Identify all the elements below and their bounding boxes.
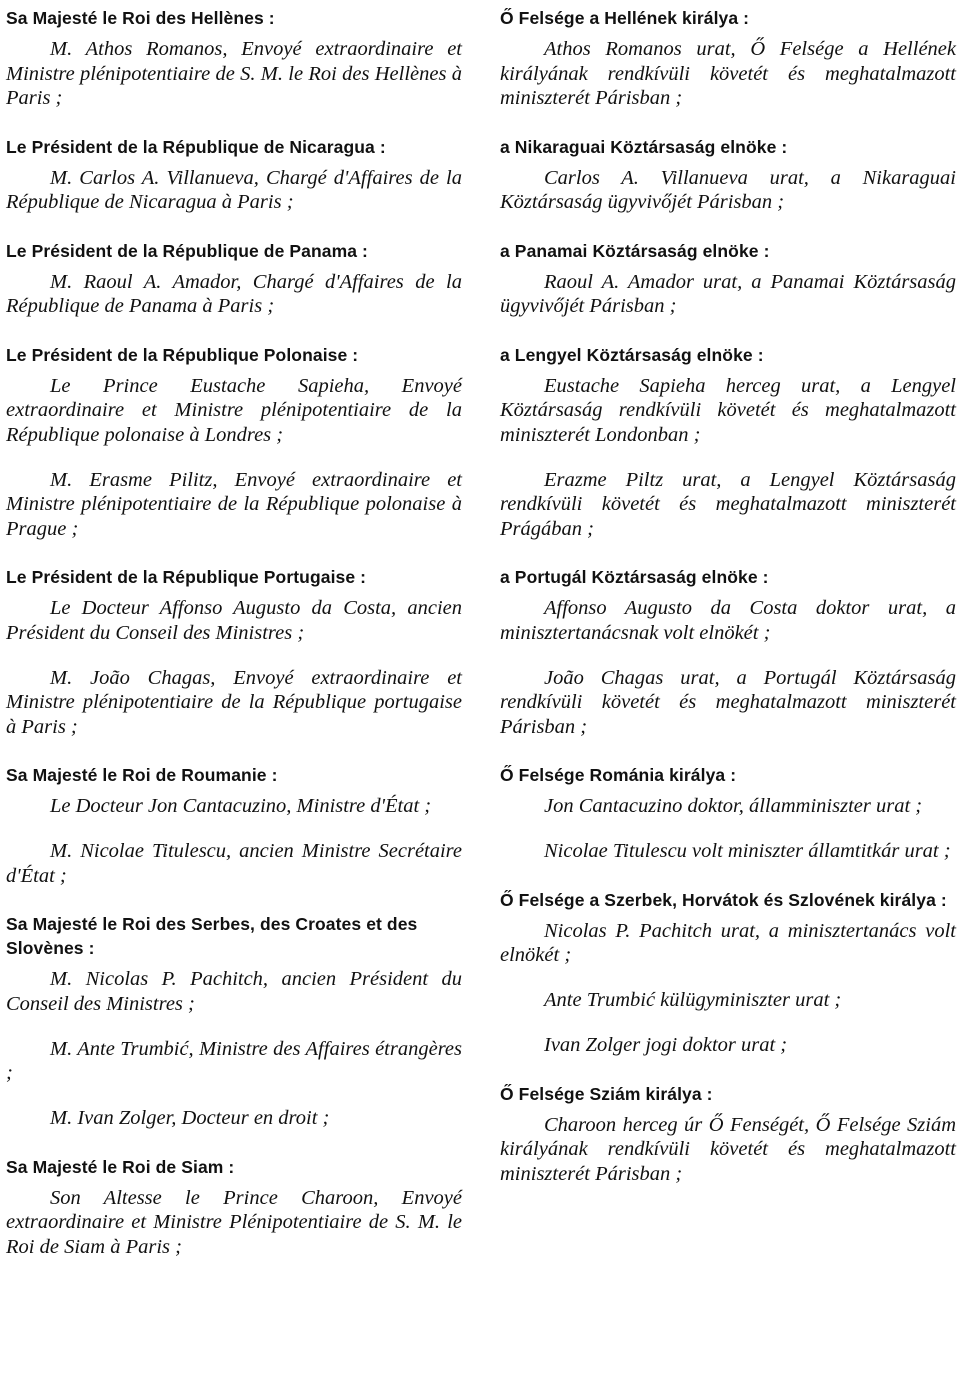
delegate-entry: Le Docteur Jon Cantacuzino, Ministre d'État ; bbox=[50, 795, 432, 817]
section-nicaragua-hu bbox=[500, 135, 956, 215]
section-heading: Ő Felsége Románia királya : bbox=[500, 765, 737, 785]
delegate-entry: Charoon herceg úr Ő Fenségét, Ő Felsége Sziám királyának rendkívüli követét és meghatalmazott miniszterét Párisban ; bbox=[500, 1113, 956, 1185]
section-heading: Sa Majesté le Roi des Hellènes : bbox=[6, 8, 275, 28]
section-heading: Le Président de la République Polonaise : bbox=[6, 344, 359, 365]
section-heading: Le Président de la République de Panama : bbox=[6, 240, 368, 261]
delegate-entry: Nicolas P. Pachitch urat, a minisztertanács volt elnökét ; bbox=[500, 919, 956, 966]
french-column bbox=[6, 6, 462, 1280]
hungarian-column bbox=[500, 6, 956, 1207]
delegate-entry: M. Nicolas P. Pachitch, ancien Président du Conseil des Ministres ; bbox=[6, 968, 462, 1015]
section-romania-fr bbox=[6, 763, 462, 888]
delegate-entry: Nicolae Titulescu volt miniszter államtitkár urat ; bbox=[544, 840, 951, 862]
section-heading: Le Président de la République Portugaise : bbox=[6, 567, 367, 587]
section-heading: Ő Felsége Sziám királya : bbox=[500, 1083, 713, 1104]
delegate-entry: Athos Romanos urat, Ő Felsége a Hellének királyának rendkívüli követét és meghatalmazott miniszterét Párisban ; bbox=[500, 38, 956, 109]
section-siam-hu bbox=[500, 1082, 956, 1187]
delegate-entry: M. Ivan Zolger, Docteur en droit ; bbox=[50, 1107, 330, 1129]
section-portugal-hu bbox=[500, 565, 956, 739]
section-serbia-hu bbox=[500, 888, 956, 1058]
section-heading: a Portugál Köztársaság elnöke : bbox=[500, 567, 769, 587]
section-heading: Sa Majesté le Roi des Serbes, des Croates et des Slovènes : bbox=[6, 914, 418, 958]
delegate-entry: Le Prince Eustache Sapieha, Envoyé extraordinaire et Ministre plénipotentiaire de la République polonaise à Londres ; bbox=[6, 374, 462, 446]
delegate-entry: Eustache Sapieha herceg urat, a Lengyel Köztársaság rendkívüli követét és meghatalmazott miniszterét Londonban ; bbox=[500, 374, 956, 446]
section-nicaragua-fr bbox=[6, 135, 462, 215]
delegate-entry: Raoul A. Amador urat, a Panamai Köztársaság ügyvivőjét Párisban ; bbox=[500, 270, 956, 317]
section-greece-fr bbox=[6, 6, 462, 111]
delegate-entry: Jon Cantacuzino doktor, államminiszter urat ; bbox=[544, 795, 923, 817]
section-panama-hu bbox=[500, 239, 956, 319]
delegate-entry: Ivan Zolger jogi doktor urat ; bbox=[544, 1034, 788, 1056]
delegate-entry: João Chagas urat, a Portugál Köztársaság rendkívüli követét és meghatalmazott miniszterét Párisban ; bbox=[500, 666, 956, 738]
section-heading: Sa Majesté le Roi de Siam : bbox=[6, 1156, 235, 1177]
section-panama-fr bbox=[6, 239, 462, 319]
delegate-entry: Erazme Piltz urat, a Lengyel Köztársaság rendkívüli követét és meghatalmazott miniszterét Prágában ; bbox=[500, 468, 956, 540]
delegate-entry: M. Ante Trumbić, Ministre des Affaires étrangères ; bbox=[6, 1037, 462, 1084]
section-greece-hu bbox=[500, 6, 956, 111]
delegate-entry: Carlos A. Villanueva urat, a Nikaraguai Köztársaság ügyvivőjét Párisban ; bbox=[500, 166, 956, 213]
delegate-entry: M. Raoul A. Amador, Chargé d'Affaires de la République de Panama à Paris ; bbox=[6, 270, 462, 317]
section-poland-hu bbox=[500, 343, 956, 542]
section-portugal-fr bbox=[6, 565, 462, 739]
section-romania-hu bbox=[500, 763, 956, 864]
delegate-entry: Son Altesse le Prince Charoon, Envoyé extraordinaire et Ministre Plénipotentiaire de S. M. le Roi de Siam à Paris ; bbox=[6, 1186, 462, 1258]
section-heading: Ő Felsége a Hellének királya : bbox=[500, 8, 750, 28]
delegate-entry: M. João Chagas, Envoyé extraordinaire et Ministre plénipotentiaire de la République portugaise à Paris ; bbox=[6, 666, 462, 738]
section-heading: Sa Majesté le Roi de Roumanie : bbox=[6, 765, 278, 785]
section-heading: a Panamai Köztársaság elnöke : bbox=[500, 240, 770, 261]
section-heading: a Lengyel Köztársaság elnöke : bbox=[500, 344, 764, 365]
section-heading: a Nikaraguai Köztársaság elnöke : bbox=[500, 136, 788, 157]
delegate-entry: M. Athos Romanos, Envoyé extraordinaire et Ministre plénipotentiaire de S. M. le Roi des Hellènes à Paris ; bbox=[6, 38, 462, 109]
delegate-entry: M. Erasme Pilitz, Envoyé extraordinaire et Ministre plénipotentiaire de la République polonaise à Prague ; bbox=[6, 468, 462, 540]
section-siam-fr bbox=[6, 1155, 462, 1260]
delegate-entry: Ante Trumbić külügyminiszter urat ; bbox=[544, 989, 842, 1011]
section-heading: Le Président de la République de Nicaragua : bbox=[6, 136, 386, 157]
section-serbia-fr bbox=[6, 912, 462, 1131]
delegate-entry: M. Nicolae Titulescu, ancien Ministre Secrétaire d'État ; bbox=[6, 840, 462, 887]
section-poland-fr bbox=[6, 343, 462, 542]
delegate-entry: M. Carlos A. Villanueva, Chargé d'Affaires de la République de Nicaragua à Paris ; bbox=[6, 166, 462, 213]
delegate-entry: Affonso Augusto da Costa doktor urat, a minisztertanácsnak volt elnökét ; bbox=[500, 597, 956, 644]
section-heading: Ő Felsége a Szerbek, Horvátok és Szlovének királya : bbox=[500, 889, 947, 910]
delegate-entry: Le Docteur Affonso Augusto da Costa, ancien Président du Conseil des Ministres ; bbox=[6, 597, 462, 644]
